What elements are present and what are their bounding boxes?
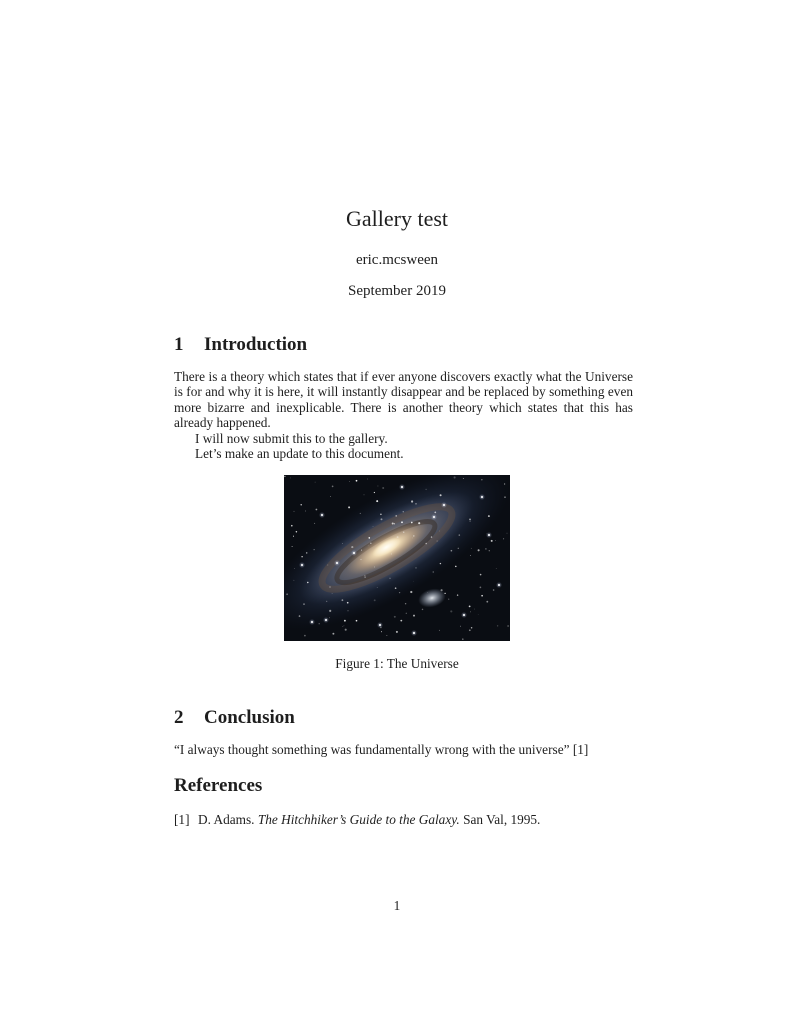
section-number: 1 [174,334,184,355]
page-number: 1 [393,898,401,913]
galaxy-image [284,475,510,641]
reference-publisher: San Val, 1995. [463,812,541,827]
section-references [174,775,633,827]
conclusion-text: “I always thought something was fundamentally wrong with the universe” [1] [174,742,589,757]
reference-item [174,812,633,827]
section-number: 2 [174,707,184,728]
reference-title: The Hitchhiker’s Guide to the Galaxy. [257,812,460,827]
figure-caption: Figure 1: The Universe [335,656,459,671]
reference-text [198,812,633,827]
intro-paragraph-1: There is a theory which states that if ever anyone discovers exactly what the Universe is for and why it is here, it will instantly disappear and be replaced by something even more bizarre and inexplicable. There is another theory which states that this has already happened. [174,369,633,431]
intro-paragraph-3: Let’s make an update to this document. [195,446,404,462]
document-title: Gallery test [345,206,449,231]
reference-label: [1] [174,812,190,827]
section-heading-label: Introduction [204,334,308,355]
intro-paragraph-2: I will now submit this to the gallery. [195,430,388,446]
references-heading: References [174,775,263,796]
section-conclusion [174,707,633,757]
figure [0,475,794,672]
section-heading-label: Conclusion [204,707,295,728]
section-introduction [174,334,633,461]
section-introduction-heading [174,334,633,356]
section-conclusion-heading [174,707,633,729]
title-block [0,206,794,300]
document-author: eric.mcsween [355,252,439,268]
document-date: September 2019 [348,283,446,299]
reference-authors: D. Adams. [198,812,255,827]
